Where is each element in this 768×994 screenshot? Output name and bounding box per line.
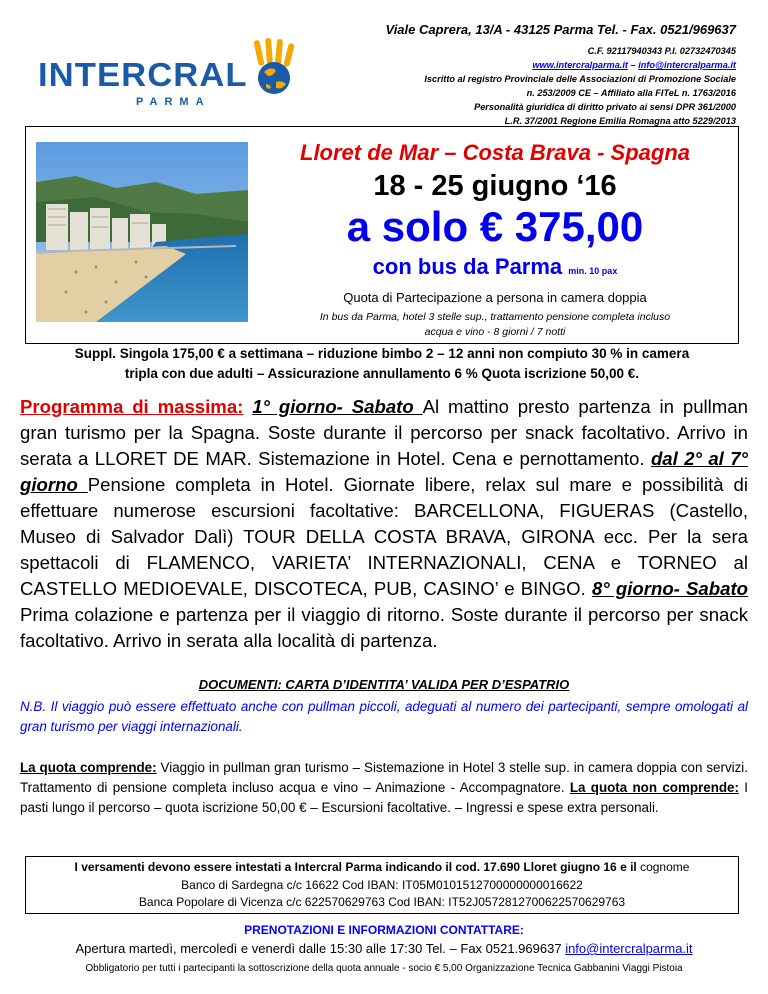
contact-links (532, 58, 736, 72)
bus-text: con bus da Parma (372, 254, 563, 279)
membership-note: Obbligatorio per tutti i partecipanti la sottoscrizione della quota annuale - socio € 5,00 Organizzazione Tecnica Gabbanini Viaggi Pistoia (85, 963, 683, 974)
program-heading: Programma di massima: (20, 396, 244, 417)
trip-dates: 18 - 25 giugno ‘16 (373, 170, 617, 202)
quote-excludes-label: La quota non comprende: (569, 780, 739, 795)
supplements (25, 344, 739, 384)
quote-includes-label: La quota comprende: (20, 760, 157, 775)
beach-photo (36, 142, 248, 322)
address-line: Viale Caprera, 13/A - 43125 Parma Tel. - Fax. 0521/969637 (385, 22, 736, 37)
logo-text: INTERCRAL (38, 56, 248, 93)
registry-line-2: n. 253/2009 CE – Affiliato alla FITeL n. 1763/2016 (526, 88, 736, 98)
supplements-line-1: Suppl. Singola 175,00 € a settimana – riduzione bimbo 2 – 12 anni non compiuto 30 % in camera (74, 346, 690, 361)
office-hours (20, 941, 748, 956)
day8-text: Prima colazione e partenza per il viaggio di ritorno. Soste durante il percorso per snack facoltativo. Arrivo in serata alla località di partenza. (20, 604, 748, 651)
payment-line-1 (25, 860, 739, 874)
payment-cognome: cognome (636, 860, 690, 874)
min-pax: min. 10 pax (568, 266, 618, 276)
day8-label: 8° giorno- Sabato (591, 578, 748, 599)
payment-instructions: I versamenti devono essere intestati a Intercral Parma indicando il cod. 17.690 Lloret giugno 16 e il (74, 860, 637, 874)
documents-note: DOCUMENTI: CARTA D’IDENTITA’ VALIDA PER D’ESPATRIO (198, 677, 570, 692)
day1-text: Al mattino presto partenza in pullman gran turismo per la Spagna. Soste durante il percorso per snack facoltativo. Arrivo in serata a LLORET DE MAR. Sistemazione in Hotel. Cena e pernottamento. (20, 396, 748, 469)
bank-vicenza: Banca Popolare di Vicenza c/c 622570629763 Cod IBAN: IT52J0572812700622570629763 (138, 895, 626, 909)
website-link[interactable]: www.intercralparma.it (532, 60, 628, 70)
quote-includes-text: Viaggio in pullman gran turismo – Sistemazione in Hotel 3 stelle sup. in camera doppia con servizi. Trattamento di pensione completa incluso acqua e vino – Animazione - Accompagnatore. (20, 760, 748, 795)
includes-summary (250, 310, 740, 340)
footer-email-link[interactable]: info@intercralparma.it (565, 941, 693, 956)
office-hours-text: Apertura martedì, mercoledì e venerdì dalle 15:30 alle 17:30 Tel. – Fax 0521.969637 (75, 941, 566, 956)
includes-line-2: acqua e vino - 8 giorni / 7 notti (424, 326, 566, 338)
quote-excludes-text: I pasti lungo il percorso – quota iscrizione 50,00 € – Escursioni facoltative. – Ingressi e spese extra personali. (20, 780, 748, 815)
link-separator: – (627, 60, 639, 70)
destination-title: Lloret de Mar – Costa Brava - Spagna (300, 140, 690, 165)
quota-description: Quota di Partecipazione a persona in camera doppia (343, 290, 647, 305)
bus-info (250, 254, 740, 280)
hand-globe-icon (250, 38, 298, 100)
nb-note: N.B. Il viaggio può essere effettuato anche con pullman piccoli, adeguati al numero dei partecipanti, sempre omologati al gran turismo per viaggi internazionali. (20, 699, 748, 734)
day2-7-text: Pensione completa in Hotel. Giornate libere, relax sul mare e possibilità di effettuare numerose escursioni facoltative: BARCELLONA, FIGUERAS (Castello, Museo di Salvador Dalì) TOUR DELLA COSTA BRAVA, GIRONA ecc. Per la sera spettacoli di FLAMENCO, VARIETA’ INTERNAZIONALI, CENA e TORNEO al CASTELLO MEDIOEVALE, DISCOTECA, PUB, CASINO’ e BINGO. (20, 474, 749, 599)
registry-line-4: L.R. 37/2001 Regione Emilia Romagna atto 5229/2013 (504, 116, 736, 126)
bank-sardegna: Banco di Sardegna c/c 16622 Cod IBAN: IT05M0101512700000000016622 (181, 878, 583, 892)
booking-heading: PRENOTAZIONI E INFORMAZIONI CONTATTARE: (244, 923, 524, 937)
day1-label: 1° giorno- Sabato (252, 396, 423, 417)
tax-codes: C.F. 92117940343 P.I. 02732470345 (587, 46, 736, 56)
supplements-line-2: tripla con due adulti – Assicurazione annullamento 6 % Quota iscrizione 50,00 €. (124, 366, 640, 381)
day2-7-label: dal 2° al 7° giorno (20, 448, 748, 495)
logo-subtitle: PARMA (136, 96, 211, 108)
program-text (20, 394, 748, 654)
intercral-logo (38, 38, 288, 108)
registry-line-3: Personalità giuridica di diritto privato ai sensi DPR 361/2000 (474, 102, 736, 112)
quote-details (20, 758, 748, 818)
email-link[interactable]: info@intercralparma.it (638, 60, 736, 70)
registry-line-1: Iscritto al registro Provinciale delle Associazioni di Promozione Sociale (424, 74, 736, 84)
includes-line-1: In bus da Parma, hotel 3 stelle sup., trattamento pensione completa incluso (319, 311, 671, 323)
trip-price: a solo € 375,00 (346, 203, 644, 250)
